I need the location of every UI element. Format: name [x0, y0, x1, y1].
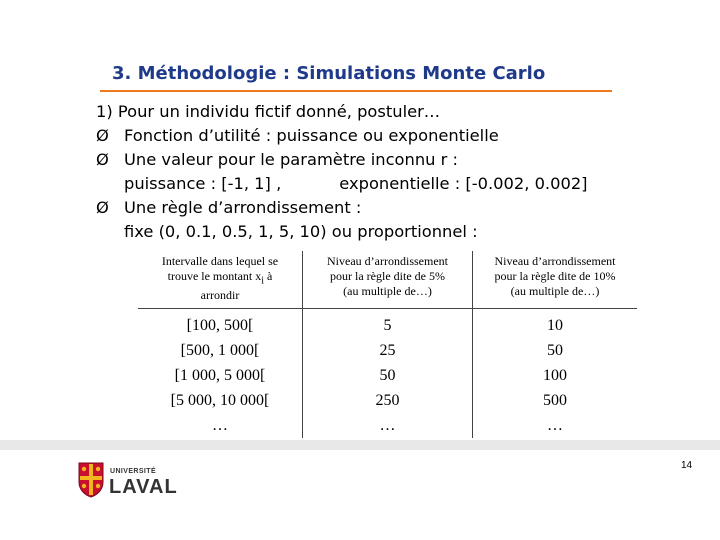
- bullet-item: [96, 196, 588, 220]
- rounding-10pct-cell: 10: [473, 309, 638, 339]
- rounding-10pct-cell: 500: [473, 388, 638, 413]
- rounding-5pct-cell: 250: [303, 388, 473, 413]
- interval-cell: [1 000, 5 000[: [174, 367, 266, 385]
- interval-cell: [500, 1 000[: [180, 342, 260, 360]
- interval-cell: [5 000, 10 000[: [170, 392, 270, 410]
- table-row: [138, 338, 637, 363]
- bullet-item: [96, 148, 588, 172]
- bullet-text: Une valeur pour le paramètre inconnu r :: [124, 150, 458, 169]
- title-underline: [100, 90, 612, 92]
- rounding-5pct-cell: 50: [303, 363, 473, 388]
- bullet-item: [96, 124, 588, 148]
- exponential-range: exponentielle : [-0.002, 0.002]: [339, 174, 588, 193]
- rounding-5pct-cell: 5: [303, 309, 473, 339]
- intro-line: 1) Pour un individu fictif donné, postuler…: [96, 102, 441, 121]
- table-header-row: [138, 251, 637, 309]
- header-interval: Intervalle dans lequel se trouve le montant $x_i$ à arrondir: [138, 251, 303, 309]
- rounding-5pct-cell: …: [303, 413, 473, 438]
- rounding-rule-line: fixe (0, 0.1, 0.5, 1, 5, 10) ou proportionnel :: [124, 222, 478, 241]
- arrow-bullet-icon: Ø: [96, 198, 109, 217]
- table-row: [138, 413, 637, 438]
- slide-body: [96, 100, 588, 244]
- table-row: [138, 309, 637, 339]
- interval-cell: [100, 500[: [186, 317, 254, 335]
- shield-icon: [78, 462, 104, 498]
- page-number: 14: [681, 460, 693, 471]
- arrow-bullet-icon: Ø: [96, 150, 109, 169]
- footer-band: [0, 440, 720, 450]
- rounding-5pct-cell: 25: [303, 338, 473, 363]
- interval-cell: …: [212, 417, 228, 435]
- rounding-table: [138, 251, 637, 438]
- arrow-bullet-icon: Ø: [96, 126, 109, 145]
- table-row: [138, 363, 637, 388]
- power-range: puissance : [-1, 1] ,: [124, 174, 282, 193]
- header-rule-5pct: Niveau d’arrondissement pour la règle dite de 5% (au multiple de…): [303, 251, 473, 309]
- header-rule-10pct: Niveau d’arrondissement pour la règle dite de 10% (au multiple de…): [473, 251, 638, 309]
- bullet-text: Une règle d’arrondissement :: [124, 198, 362, 217]
- logo-laval-text: LAVAL: [109, 476, 178, 498]
- slide-title: 3. Méthodologie : Simulations Monte Carlo: [112, 63, 546, 84]
- rounding-10pct-cell: 100: [473, 363, 638, 388]
- universite-laval-logo: [78, 462, 178, 500]
- parameter-ranges: [96, 172, 588, 196]
- logo-university-text: UNIVERSITÉ: [110, 468, 157, 475]
- rounding-10pct-cell: …: [473, 413, 638, 438]
- rounding-10pct-cell: 50: [473, 338, 638, 363]
- bullet-text: Fonction d’utilité : puissance ou exponentielle: [124, 126, 499, 145]
- table-row: [138, 388, 637, 413]
